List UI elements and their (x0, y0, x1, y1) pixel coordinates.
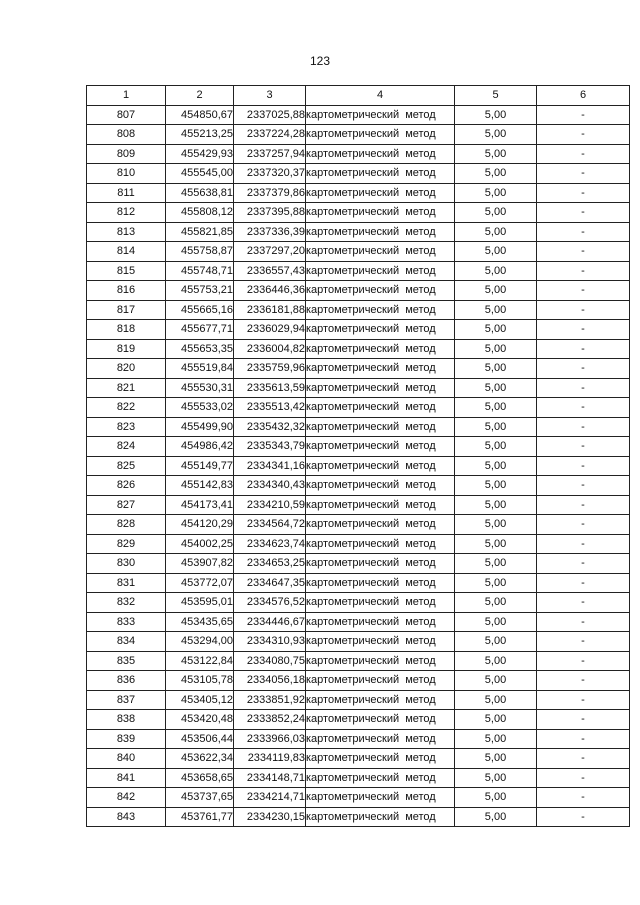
accuracy-cell: 5,00 (455, 729, 537, 749)
accuracy-cell: 5,00 (455, 242, 537, 262)
y-coordinate-cell: 2336557,43 (234, 261, 306, 281)
table-row (87, 710, 630, 730)
note-cell: - (537, 515, 630, 535)
y-coordinate-cell: 2337257,94 (234, 144, 306, 164)
y-coordinate-cell: 2334080,75 (234, 651, 306, 671)
point-number-cell: 823 (87, 417, 166, 437)
y-coordinate-cell: 2334210,59 (234, 495, 306, 515)
note-cell: - (537, 495, 630, 515)
y-coordinate-cell: 2337336,39 (234, 222, 306, 242)
accuracy-cell: 5,00 (455, 456, 537, 476)
y-coordinate-cell: 2334623,74 (234, 534, 306, 554)
y-coordinate-cell: 2334576,52 (234, 593, 306, 613)
method-cell: картометрический метод (306, 359, 455, 379)
y-coordinate-cell: 2334340,43 (234, 476, 306, 496)
x-coordinate-cell: 454173,41 (166, 495, 234, 515)
note-cell: - (537, 671, 630, 691)
method-cell: картометрический метод (306, 788, 455, 808)
x-coordinate-cell: 455748,71 (166, 261, 234, 281)
accuracy-cell: 5,00 (455, 495, 537, 515)
y-coordinate-cell: 2335432,32 (234, 417, 306, 437)
point-number-cell: 833 (87, 612, 166, 632)
accuracy-cell: 5,00 (455, 261, 537, 281)
point-number-cell: 828 (87, 515, 166, 535)
x-coordinate-cell: 453435,65 (166, 612, 234, 632)
y-coordinate-cell: 2334647,35 (234, 573, 306, 593)
note-cell: - (537, 729, 630, 749)
x-coordinate-cell: 455808,12 (166, 203, 234, 223)
note-cell: - (537, 417, 630, 437)
note-cell: - (537, 437, 630, 457)
accuracy-cell: 5,00 (455, 554, 537, 574)
point-number-cell: 842 (87, 788, 166, 808)
note-cell: - (537, 768, 630, 788)
accuracy-cell: 5,00 (455, 788, 537, 808)
accuracy-cell: 5,00 (455, 671, 537, 691)
table-row (87, 203, 630, 223)
x-coordinate-cell: 453658,65 (166, 768, 234, 788)
method-cell: картометрический метод (306, 495, 455, 515)
table-row (87, 768, 630, 788)
table-row (87, 378, 630, 398)
header-cell-1: 1 (87, 86, 166, 106)
note-cell: - (537, 632, 630, 652)
table-row (87, 651, 630, 671)
table-row (87, 339, 630, 359)
y-coordinate-cell: 2335513,42 (234, 398, 306, 418)
y-coordinate-cell: 2334056,18 (234, 671, 306, 691)
note-cell: - (537, 261, 630, 281)
point-number-cell: 834 (87, 632, 166, 652)
point-number-cell: 832 (87, 593, 166, 613)
table-row (87, 749, 630, 769)
note-cell: - (537, 320, 630, 340)
x-coordinate-cell: 455753,21 (166, 281, 234, 301)
point-number-cell: 808 (87, 125, 166, 145)
accuracy-cell: 5,00 (455, 573, 537, 593)
note-cell: - (537, 339, 630, 359)
y-coordinate-cell: 2337320,37 (234, 164, 306, 184)
header-cell-2: 2 (166, 86, 234, 106)
point-number-cell: 841 (87, 768, 166, 788)
accuracy-cell: 5,00 (455, 398, 537, 418)
x-coordinate-cell: 455545,00 (166, 164, 234, 184)
method-cell: картометрический метод (306, 515, 455, 535)
accuracy-cell: 5,00 (455, 164, 537, 184)
point-number-cell: 820 (87, 359, 166, 379)
note-cell: - (537, 183, 630, 203)
method-cell: картометрический метод (306, 710, 455, 730)
point-number-cell: 812 (87, 203, 166, 223)
method-cell: картометрический метод (306, 144, 455, 164)
x-coordinate-cell: 455758,87 (166, 242, 234, 262)
point-number-cell: 835 (87, 651, 166, 671)
table-row (87, 125, 630, 145)
header-row (87, 86, 630, 106)
accuracy-cell: 5,00 (455, 105, 537, 125)
accuracy-cell: 5,00 (455, 690, 537, 710)
x-coordinate-cell: 454120,29 (166, 515, 234, 535)
point-number-cell: 839 (87, 729, 166, 749)
x-coordinate-cell: 453761,77 (166, 807, 234, 827)
note-cell: - (537, 125, 630, 145)
table-row (87, 671, 630, 691)
x-coordinate-cell: 454850,67 (166, 105, 234, 125)
accuracy-cell: 5,00 (455, 300, 537, 320)
accuracy-cell: 5,00 (455, 593, 537, 613)
x-coordinate-cell: 455499,90 (166, 417, 234, 437)
y-coordinate-cell: 2333852,24 (234, 710, 306, 730)
method-cell: картометрический метод (306, 456, 455, 476)
accuracy-cell: 5,00 (455, 125, 537, 145)
point-number-cell: 825 (87, 456, 166, 476)
point-number-cell: 819 (87, 339, 166, 359)
point-number-cell: 827 (87, 495, 166, 515)
point-number-cell: 843 (87, 807, 166, 827)
point-number-cell: 830 (87, 554, 166, 574)
y-coordinate-cell: 2334564,72 (234, 515, 306, 535)
x-coordinate-cell: 454986,42 (166, 437, 234, 457)
method-cell: картометрический метод (306, 573, 455, 593)
accuracy-cell: 5,00 (455, 144, 537, 164)
point-number-cell: 817 (87, 300, 166, 320)
y-coordinate-cell: 2333966,03 (234, 729, 306, 749)
method-cell: картометрический метод (306, 807, 455, 827)
note-cell: - (537, 807, 630, 827)
note-cell: - (537, 573, 630, 593)
accuracy-cell: 5,00 (455, 749, 537, 769)
accuracy-cell: 5,00 (455, 632, 537, 652)
y-coordinate-cell: 2336446,36 (234, 281, 306, 301)
table-row (87, 398, 630, 418)
table-row (87, 456, 630, 476)
table-row (87, 281, 630, 301)
table-row (87, 300, 630, 320)
table-row (87, 593, 630, 613)
point-number-cell: 810 (87, 164, 166, 184)
table-row (87, 105, 630, 125)
note-cell: - (537, 788, 630, 808)
method-cell: картометрический метод (306, 320, 455, 340)
table-row (87, 807, 630, 827)
accuracy-cell: 5,00 (455, 281, 537, 301)
point-number-cell: 837 (87, 690, 166, 710)
x-coordinate-cell: 453506,44 (166, 729, 234, 749)
y-coordinate-cell: 2335759,96 (234, 359, 306, 379)
table-row (87, 632, 630, 652)
method-cell: картометрический метод (306, 164, 455, 184)
table-row (87, 261, 630, 281)
y-coordinate-cell: 2334653,25 (234, 554, 306, 574)
table-row (87, 242, 630, 262)
x-coordinate-cell: 455821,85 (166, 222, 234, 242)
y-coordinate-cell: 2334341,16 (234, 456, 306, 476)
method-cell: картометрический метод (306, 105, 455, 125)
note-cell: - (537, 164, 630, 184)
note-cell: - (537, 300, 630, 320)
accuracy-cell: 5,00 (455, 203, 537, 223)
method-cell: картометрический метод (306, 300, 455, 320)
method-cell: картометрический метод (306, 417, 455, 437)
y-coordinate-cell: 2337297,20 (234, 242, 306, 262)
table-row (87, 729, 630, 749)
x-coordinate-cell: 455429,93 (166, 144, 234, 164)
method-cell: картометрический метод (306, 651, 455, 671)
point-number-cell: 815 (87, 261, 166, 281)
method-cell: картометрический метод (306, 768, 455, 788)
x-coordinate-cell: 455149,77 (166, 456, 234, 476)
point-number-cell: 836 (87, 671, 166, 691)
method-cell: картометрический метод (306, 671, 455, 691)
accuracy-cell: 5,00 (455, 807, 537, 827)
x-coordinate-cell: 453907,82 (166, 554, 234, 574)
method-cell: картометрический метод (306, 398, 455, 418)
x-coordinate-cell: 455638,81 (166, 183, 234, 203)
y-coordinate-cell: 2335613,59 (234, 378, 306, 398)
method-cell: картометрический метод (306, 378, 455, 398)
x-coordinate-cell: 455665,16 (166, 300, 234, 320)
y-coordinate-cell: 2334310,93 (234, 632, 306, 652)
table-row (87, 476, 630, 496)
point-number-cell: 814 (87, 242, 166, 262)
method-cell: картометрический метод (306, 749, 455, 769)
point-number-cell: 807 (87, 105, 166, 125)
table-row (87, 222, 630, 242)
accuracy-cell: 5,00 (455, 417, 537, 437)
accuracy-cell: 5,00 (455, 378, 537, 398)
x-coordinate-cell: 453595,01 (166, 593, 234, 613)
y-coordinate-cell: 2337379,86 (234, 183, 306, 203)
y-coordinate-cell: 2333851,92 (234, 690, 306, 710)
table-row (87, 183, 630, 203)
y-coordinate-cell: 2336004,82 (234, 339, 306, 359)
method-cell: картометрический метод (306, 281, 455, 301)
y-coordinate-cell: 2337395,88 (234, 203, 306, 223)
accuracy-cell: 5,00 (455, 437, 537, 457)
method-cell: картометрический метод (306, 339, 455, 359)
x-coordinate-cell: 455530,31 (166, 378, 234, 398)
accuracy-cell: 5,00 (455, 651, 537, 671)
note-cell: - (537, 476, 630, 496)
point-number-cell: 829 (87, 534, 166, 554)
x-coordinate-cell: 453737,65 (166, 788, 234, 808)
table-row (87, 612, 630, 632)
table-row (87, 359, 630, 379)
header-cell-4: 4 (306, 86, 455, 106)
note-cell: - (537, 281, 630, 301)
method-cell: картометрический метод (306, 632, 455, 652)
note-cell: - (537, 378, 630, 398)
table-row (87, 495, 630, 515)
x-coordinate-cell: 455653,35 (166, 339, 234, 359)
point-number-cell: 809 (87, 144, 166, 164)
table-row (87, 417, 630, 437)
point-number-cell: 831 (87, 573, 166, 593)
table-row (87, 164, 630, 184)
note-cell: - (537, 554, 630, 574)
table-row (87, 515, 630, 535)
method-cell: картометрический метод (306, 203, 455, 223)
point-number-cell: 838 (87, 710, 166, 730)
point-number-cell: 818 (87, 320, 166, 340)
accuracy-cell: 5,00 (455, 183, 537, 203)
table-row (87, 554, 630, 574)
note-cell: - (537, 612, 630, 632)
method-cell: картометрический метод (306, 690, 455, 710)
x-coordinate-cell: 453772,07 (166, 573, 234, 593)
note-cell: - (537, 398, 630, 418)
x-coordinate-cell: 453420,48 (166, 710, 234, 730)
y-coordinate-cell: 2334119,83 (234, 749, 306, 769)
point-number-cell: 821 (87, 378, 166, 398)
table-row (87, 320, 630, 340)
note-cell: - (537, 456, 630, 476)
table-row (87, 788, 630, 808)
y-coordinate-cell: 2334230,15 (234, 807, 306, 827)
point-number-cell: 822 (87, 398, 166, 418)
coordinates-table (86, 85, 630, 827)
method-cell: картометрический метод (306, 222, 455, 242)
note-cell: - (537, 534, 630, 554)
accuracy-cell: 5,00 (455, 339, 537, 359)
note-cell: - (537, 105, 630, 125)
point-number-cell: 840 (87, 749, 166, 769)
method-cell: картометрический метод (306, 261, 455, 281)
table-row (87, 437, 630, 457)
point-number-cell: 824 (87, 437, 166, 457)
accuracy-cell: 5,00 (455, 359, 537, 379)
x-coordinate-cell: 453105,78 (166, 671, 234, 691)
y-coordinate-cell: 2337224,28 (234, 125, 306, 145)
point-number-cell: 813 (87, 222, 166, 242)
method-cell: картометрический метод (306, 476, 455, 496)
x-coordinate-cell: 453122,84 (166, 651, 234, 671)
method-cell: картометрический метод (306, 612, 455, 632)
y-coordinate-cell: 2334148,71 (234, 768, 306, 788)
y-coordinate-cell: 2336029,94 (234, 320, 306, 340)
accuracy-cell: 5,00 (455, 320, 537, 340)
header-cell-5: 5 (455, 86, 537, 106)
x-coordinate-cell: 455533,02 (166, 398, 234, 418)
accuracy-cell: 5,00 (455, 222, 537, 242)
x-coordinate-cell: 455519,84 (166, 359, 234, 379)
table-row (87, 690, 630, 710)
x-coordinate-cell: 455142,83 (166, 476, 234, 496)
note-cell: - (537, 690, 630, 710)
x-coordinate-cell: 453294,00 (166, 632, 234, 652)
header-cell-6: 6 (537, 86, 630, 106)
method-cell: картометрический метод (306, 125, 455, 145)
y-coordinate-cell: 2337025,88 (234, 105, 306, 125)
method-cell: картометрический метод (306, 437, 455, 457)
note-cell: - (537, 203, 630, 223)
table-row (87, 534, 630, 554)
x-coordinate-cell: 455677,71 (166, 320, 234, 340)
method-cell: картометрический метод (306, 534, 455, 554)
x-coordinate-cell: 453405,12 (166, 690, 234, 710)
method-cell: картометрический метод (306, 729, 455, 749)
note-cell: - (537, 710, 630, 730)
x-coordinate-cell: 455213,25 (166, 125, 234, 145)
note-cell: - (537, 651, 630, 671)
note-cell: - (537, 222, 630, 242)
page-number: 123 (309, 54, 331, 68)
point-number-cell: 816 (87, 281, 166, 301)
point-number-cell: 826 (87, 476, 166, 496)
note-cell: - (537, 749, 630, 769)
table-header (87, 86, 630, 106)
accuracy-cell: 5,00 (455, 768, 537, 788)
accuracy-cell: 5,00 (455, 534, 537, 554)
y-coordinate-cell: 2336181,88 (234, 300, 306, 320)
y-coordinate-cell: 2335343,79 (234, 437, 306, 457)
table-body (87, 105, 630, 827)
method-cell: картометрический метод (306, 242, 455, 262)
accuracy-cell: 5,00 (455, 476, 537, 496)
note-cell: - (537, 593, 630, 613)
accuracy-cell: 5,00 (455, 515, 537, 535)
method-cell: картометрический метод (306, 183, 455, 203)
x-coordinate-cell: 453622,34 (166, 749, 234, 769)
accuracy-cell: 5,00 (455, 612, 537, 632)
method-cell: картометрический метод (306, 593, 455, 613)
note-cell: - (537, 359, 630, 379)
table-row (87, 573, 630, 593)
method-cell: картометрический метод (306, 554, 455, 574)
header-cell-3: 3 (234, 86, 306, 106)
y-coordinate-cell: 2334446,67 (234, 612, 306, 632)
accuracy-cell: 5,00 (455, 710, 537, 730)
point-number-cell: 811 (87, 183, 166, 203)
x-coordinate-cell: 454002,25 (166, 534, 234, 554)
note-cell: - (537, 242, 630, 262)
note-cell: - (537, 144, 630, 164)
table-row (87, 144, 630, 164)
y-coordinate-cell: 2334214,71 (234, 788, 306, 808)
